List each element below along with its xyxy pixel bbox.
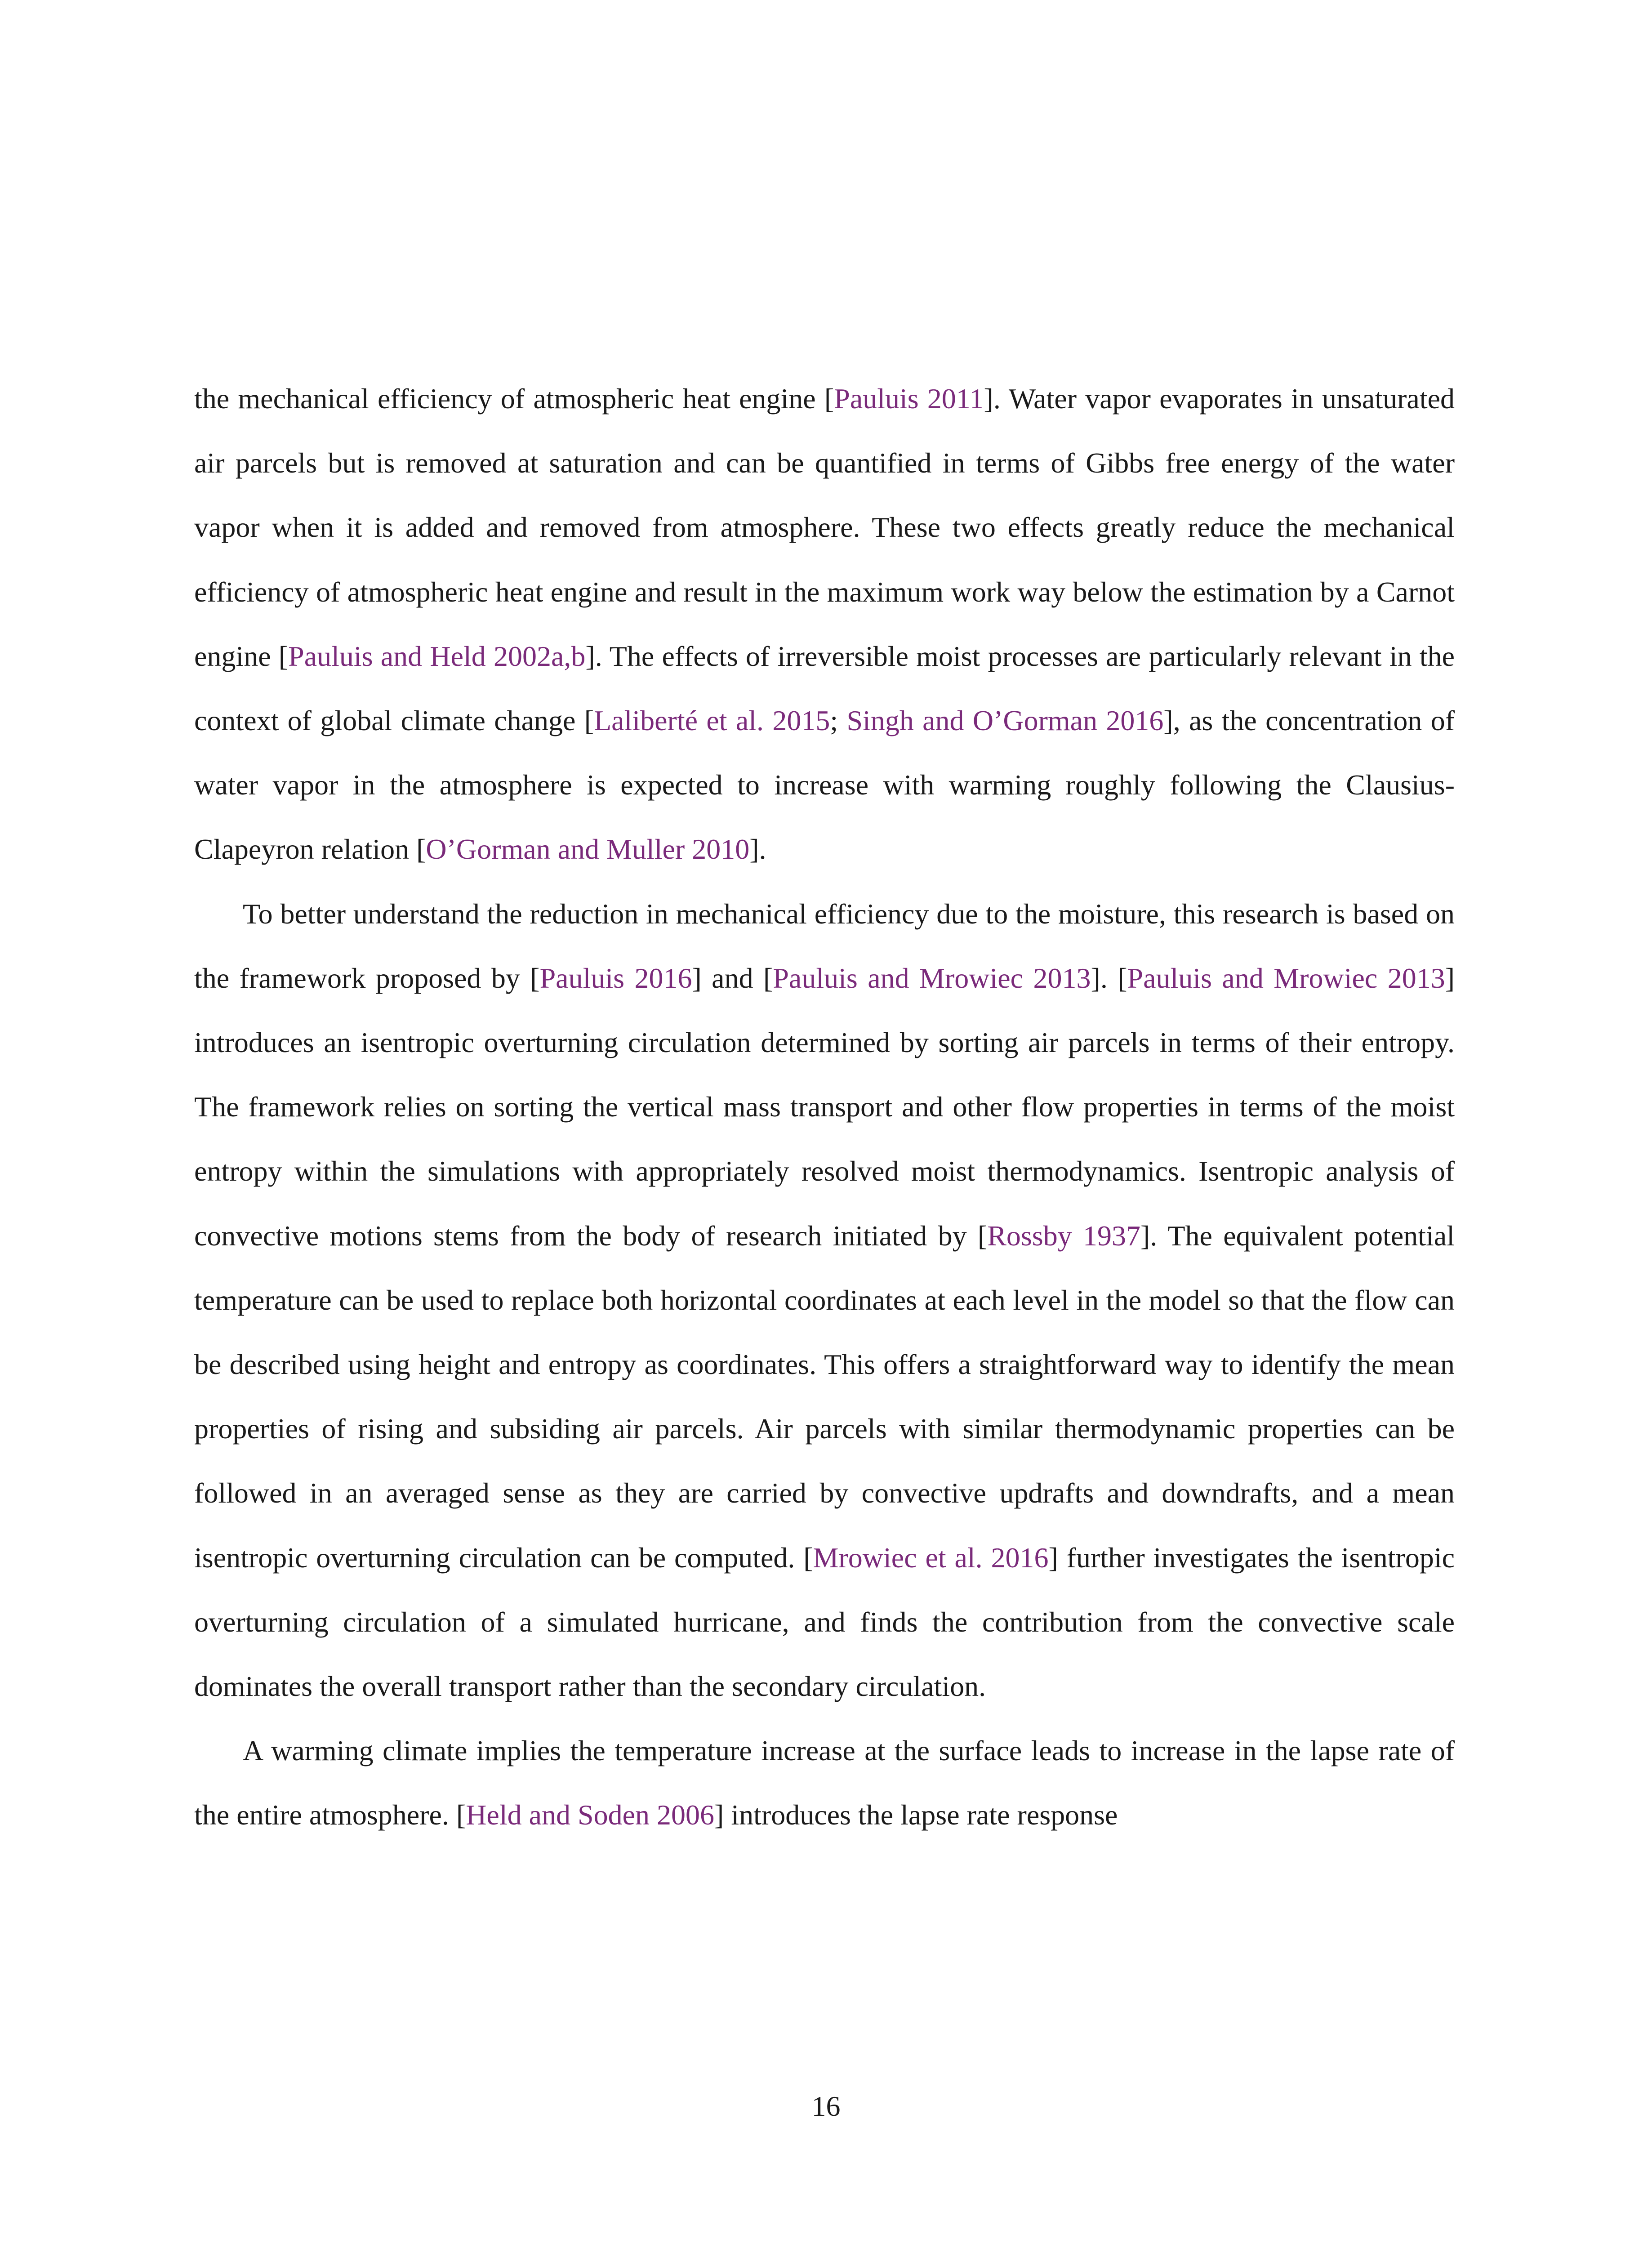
paragraph-text: ]. [ — [1091, 962, 1127, 994]
citation-link[interactable]: Pauluis 2016 — [539, 962, 692, 994]
citation-link[interactable]: Pauluis 2011 — [834, 383, 984, 415]
citation-link[interactable]: Pauluis and Mrowiec 2013 — [773, 962, 1091, 994]
paragraph-text: ] further investigates the isentropic overturning circulation of a simulated hurricane, and finds the contribution from the convective scale dominates the overall transport rather than the secondary circulation. — [194, 1541, 1455, 1703]
citation-link[interactable]: Held and Soden 2006 — [466, 1799, 714, 1831]
paragraph-text: ]. — [749, 833, 766, 865]
paragraph-text: ]. The equivalent potential temperature can be used to replace both horizontal coordinates at each level in the model so that the flow can be described using height and entropy as coordinates. This offers a straightforward way to identify the mean properties of rising and subsiding air parcels. Air parcels with similar thermodynamic properties can be followed in an averaged sense as they are carried by convective updrafts and downdrafts, and a mean isentropic overturning circulation can be computed. [ — [194, 1219, 1455, 1574]
paragraph — [194, 366, 1455, 882]
paragraph — [194, 882, 1455, 1719]
paragraph-text: the mechanical efficiency of atmospheric heat engine [ — [194, 383, 834, 415]
paragraph-text: ] and [ — [692, 962, 773, 994]
paragraph-text: ] introduces an isentropic overturning circulation determined by sorting air parcels in terms of their entropy. The framework relies on sorting the vertical mass transport and other flow properties in terms of the moist entropy within the simulations with appropriately resolved moist thermodynamics. Isentropic analysis of convective motions stems from the body of research initiated by [ — [194, 962, 1455, 1252]
body-text — [194, 366, 1455, 1847]
paragraph-text: To better understand the reduction in mechanical efficiency due to the moisture, this research is based on the framework proposed by [ — [194, 897, 1455, 994]
paragraph-text: A warming climate implies the temperature increase at the surface leads to increase in the lapse rate of the entire atmosphere. [ — [194, 1735, 1455, 1831]
citation-link[interactable]: O’Gorman and Muller 2010 — [426, 833, 750, 865]
page-number: 16 — [811, 2090, 841, 2122]
citation-link[interactable]: Rossby 1937 — [987, 1219, 1140, 1252]
citation-link[interactable]: Pauluis and Mrowiec 2013 — [1127, 962, 1445, 994]
paragraph-text: ]. The effects of irreversible moist processes are particularly relevant in the context of global climate change [ — [194, 640, 1455, 737]
paragraph-text: ] introduces the lapse rate response — [714, 1799, 1118, 1831]
paragraph-text: ], as the concentration of water vapor in the atmosphere is expected to increase with warming roughly following the Clausius-Clapeyron relation [ — [194, 705, 1455, 865]
citation-link[interactable]: Mrowiec et al. 2016 — [813, 1541, 1049, 1574]
paragraph-text: ]. Water vapor evaporates in unsaturated air parcels but is removed at saturation and can be quantified in terms of Gibbs free energy of the water vapor when it is added and removed from atmosphere. These two effects greatly reduce the mechanical efficiency of atmospheric heat engine and result in the maximum work way below the estimation by a Carnot engine [ — [194, 383, 1455, 672]
citation-link[interactable]: Pauluis and Held 2002a,b — [288, 640, 586, 672]
citation-link[interactable]: Singh and O’Gorman 2016 — [846, 705, 1164, 737]
paragraph-text: ; — [830, 705, 847, 737]
citation-link[interactable]: Laliberté et al. 2015 — [594, 705, 830, 737]
paragraph — [194, 1718, 1455, 1847]
